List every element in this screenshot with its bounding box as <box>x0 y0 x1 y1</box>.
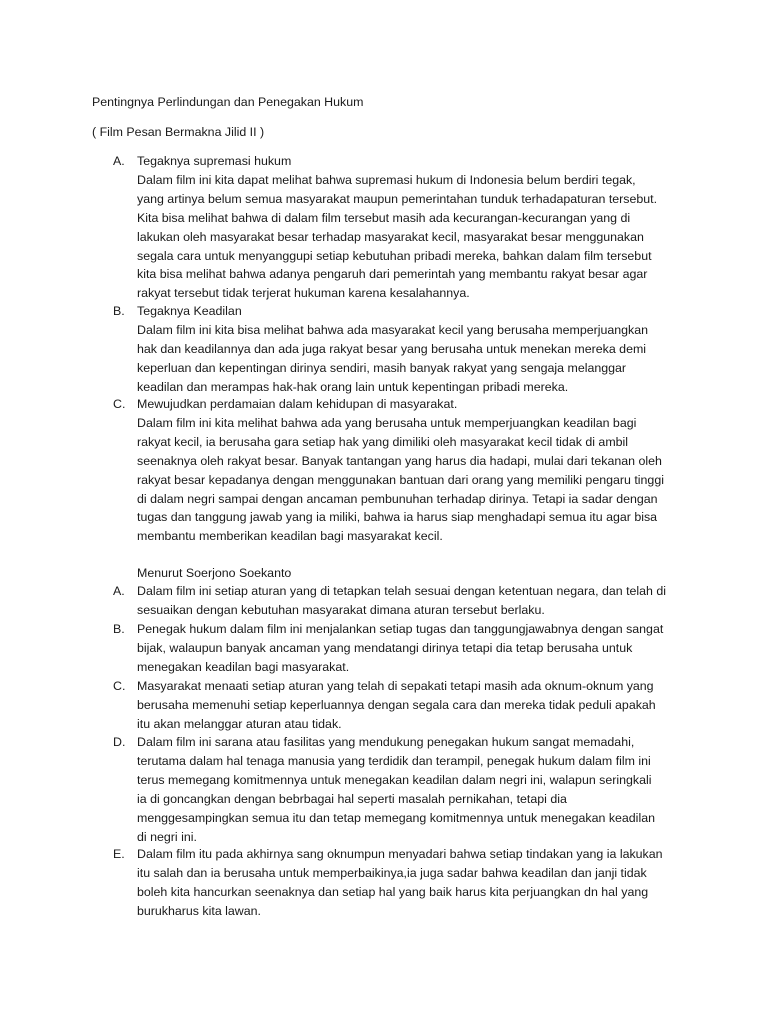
paragraph-line: itu akan melanggar aturan atau tidak. <box>137 716 342 731</box>
list-item <box>137 845 677 921</box>
list-item <box>137 152 677 303</box>
paragraph-line: Dalam film itu pada akhirnya sang oknumpun menyadari bahwa setiap tindakan yang ia lakukan <box>137 847 663 861</box>
list-item <box>137 733 677 846</box>
list-marker: C. <box>113 679 126 693</box>
paragraph-line: Kita bisa melihat bahwa di dalam film tersebut masih ada kecurangan-kecurangan yang di <box>137 210 631 225</box>
paragraph-line: boleh kita hancurkan seenaknya dan setiap hal yang baik harus kita perjuangkan dn hal yang <box>137 884 649 899</box>
document-subtitle: ( Film Pesan Bermakna Jilid II ) <box>92 125 265 139</box>
paragraph-line: rakyat besar kepadanya dengan menggunakan bantuan dari orang yang memiliki pengaru tinggi <box>137 472 664 487</box>
paragraph-line: di dalam negri sampai dengan ancaman pembunuhan terhadap dirinya. Tetapi ia sadar dengan <box>137 491 658 506</box>
paragraph-line: menegakan keadilan bagi masyarakat. <box>137 659 350 674</box>
list-item <box>137 395 677 546</box>
list-marker: B. <box>113 304 125 318</box>
paragraph-line: keadilan dan merampas hak-hak orang lain untuk kepentingan pribadi mereka. <box>137 379 569 394</box>
paragraph-line: terus memegang komitmennya untuk menegakan keadilan dalam negri ini, walapun seringkali <box>137 772 652 787</box>
paragraph-line: Dalam film ini kita bisa melihat bahwa ada masyarakat kecil yang berusaha memperjuangkan <box>137 322 649 337</box>
paragraph-line: Dalam film ini setiap aturan yang di tetapkan telah sesuai dengan ketentuan negara, dan telah di <box>137 584 667 598</box>
list-item <box>137 620 677 677</box>
list-marker: A. <box>113 584 125 598</box>
paragraph-line: Dalam film ini kita melihat bahwa ada yang berusaha untuk memperjuangkan keadilan bagi <box>137 415 637 430</box>
paragraph-line: hak dan keadilannya dan ada juga rakyat besar yang berusaha untuk menekan mereka demi <box>137 341 647 356</box>
paragraph-line: tugas dan tanggung jawab yang ia miliki, bahwa ia harus siap menghadapi semua itu agar bisa <box>137 510 658 525</box>
paragraph-line: sesuaikan dengan kebutuhan masyarakat dimana aturan tersebut berlaku. <box>137 602 545 617</box>
list-item-heading: Tegaknya Keadilan <box>137 304 242 318</box>
paragraph-line: kita bisa melihat bahwa adanya pengaruh dari pemerintah yang membantu rakyat besar agar <box>137 267 648 282</box>
paragraph-line: Dalam film ini sarana atau fasilitas yang mendukung penegakan hukum sangat memadahi, <box>137 735 635 749</box>
list-item <box>137 677 677 734</box>
list-marker: C. <box>113 397 126 411</box>
list-item-heading: Mewujudkan perdamaian dalam kehidupan di masyarakat. <box>137 397 458 411</box>
paragraph-line: itu salah dan ia berusaha untuk memperbaikinya,ia juga sadar bahwa keadilan dan janji tidak <box>137 865 647 880</box>
paragraph-line: Masyarakat menaati setiap aturan yang telah di sepakati tetapi masih ada oknum-oknum yang <box>137 679 654 693</box>
list-marker: E. <box>113 847 125 861</box>
list-item <box>137 582 677 620</box>
paragraph-line: ia di goncangkan dengan bebrbagai hal seperti masalah pernikahan, tetapi dia <box>137 791 567 806</box>
list-item-heading: Tegaknya supremasi hukum <box>137 154 292 168</box>
paragraph-line: yang artinya belum semua masyarakat maupun pemerintahan tunduk terhadapaturan tersebut. <box>137 191 658 206</box>
paragraph-line: seenaknya oleh rakyat besar. Banyak tantangan yang harus dia hadapi, mulai dari tekanan oleh <box>137 453 662 468</box>
list-marker: A. <box>113 154 125 168</box>
paragraph-line: rakyat kecil, ia berusaha gara setiap hak yang dimiliki oleh masyarakat kecil tidak di ambil <box>137 434 629 449</box>
document-title: Pentingnya Perlindungan dan Penegakan Hukum <box>92 95 364 109</box>
paragraph-line: segala cara untuk menyanggupi setiap kebutuhan pribadi mereka, bahkan dalam film tersebut <box>137 248 652 263</box>
section-heading: Menurut Soerjono Soekanto <box>137 566 292 580</box>
paragraph-line: terutama dalam hal tenaga manusia yang terdidik dan terampil, penegak hukum dalam film ini <box>137 753 651 768</box>
paragraph-line: Penegak hukum dalam film ini menjalankan setiap tugas dan tanggungjawabnya dengan sangat <box>137 622 664 636</box>
list-item <box>137 302 677 397</box>
paragraph-line: di negri ini. <box>137 829 197 844</box>
list-marker: D. <box>113 735 126 749</box>
list-marker: B. <box>113 622 125 636</box>
paragraph-line: menggesampingkan semua itu dan tetap memegang komitmennya untuk menegakan keadilan <box>137 810 655 825</box>
paragraph-line: Dalam film ini kita dapat melihat bahwa supremasi hukum di Indonesia belum berdiri tegak, <box>137 172 636 187</box>
paragraph-line: burukharus kita lawan. <box>137 903 261 918</box>
paragraph-line: membantu memberikan keadilan bagi masyarakat kecil. <box>137 529 443 544</box>
paragraph-line: lakukan oleh masyarakat besar terhadap masyarakat kecil, masyarakat besar menggunakan <box>137 229 644 244</box>
paragraph-line: keperluan dan kepentingan dirinya sendiri, masih banyak rakyat yang sengaja melanggar <box>137 360 627 375</box>
paragraph-line: berusaha memenuhi setiap keperluannya dengan segala cara dan mereka tidak peduli apakah <box>137 697 656 712</box>
paragraph-line: rakyat tersebut tidak terjerat hukuman karena kesalahannya. <box>137 286 470 301</box>
paragraph-line: bijak, walaupun banyak ancaman yang mendatangi dirinya tetapi dia tetap berusaha untuk <box>137 640 633 655</box>
